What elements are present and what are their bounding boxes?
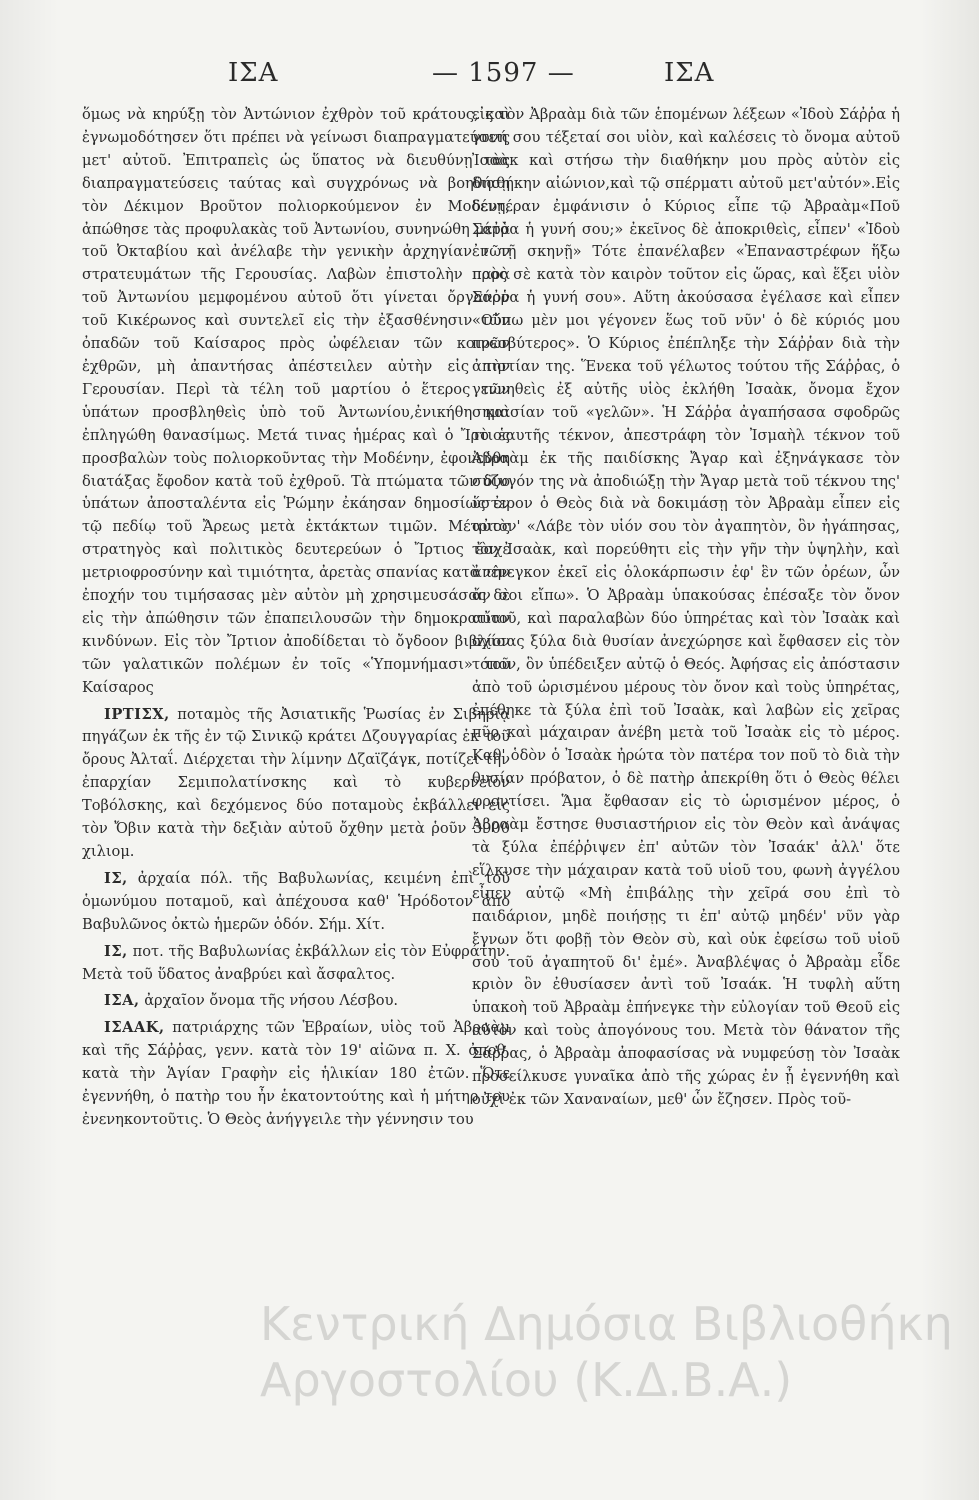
entry-headword: ΙΣ, — [104, 869, 128, 887]
page-header — [0, 58, 979, 98]
entry-headword: ΙΣΑ, — [104, 992, 140, 1010]
right-column — [472, 104, 900, 1112]
left-column — [82, 104, 510, 1132]
entry-body-text: ἀρχαία πόλ. τῆς Βαβυλωνίας, κειμένη ἐπὶ τοῦ ὁμωνύμου ποταμοῦ, καὶ ἀπέχουσα καθ' Ἡρόδοτον ἀπὸ Βαβυλῶνος ὀκτὼ ἡμερῶν ὁδόν. Σήμ. Χίτ. — [82, 869, 510, 933]
library-watermark — [260, 1296, 960, 1416]
entry-continuation-text — [82, 104, 510, 700]
watermark-line-1: Κεντρική Δημόσια Βιβλιοθήκη — [260, 1297, 953, 1351]
header-right-guide-word: ΙΣΑ — [664, 58, 715, 88]
watermark-line-2: Αργοστολίου (Κ.Δ.Β.Α.) — [260, 1353, 793, 1407]
entry-body-text: πατριάρχης τῶν Ἑβραίων, υἱὸς τοῦ Ἀβραὰμ καὶ τῆς Σάῤῥας, γενν. κατὰ τὸν 19' αἰῶνα π. Χ. ἀποθ. κατὰ τὴν Ἁγίαν Γραφὴν εἰς ἡλικίαν 180 ἐτῶν. Ὅτε ἐγεννήθη, ὁ πατὴρ του ἦν ἑκατοντούτης καὶ ἡ μήτηρ του ἐνενηκοντοῦτις. Ὁ Θεὸς ἀνήγγειλε τὴν γέννησιν του — [82, 1019, 510, 1128]
entry-body-text: εἰς τὸν Ἀβραὰμ διὰ τῶν ἑπομένων λέξεων «Ἰδοὺ Σάῤῥα ἡ γυνή σου τέξεταί σοι υἱὸν, καὶ καλέσεις τὸ ὄνομα αὐτοῦ Ἰσαὰκ καὶ στήσω τὴν διαθήκην μου πρὸς αὐτὸν εἰς διαθήκην αἰώνιον,καὶ τῷ σπέρματι αὐτοῦ μετ'αὐτόν».Εἰς δευτέραν ἐμφάνισιν ὁ Κύριος εἶπε τῷ Ἀβραὰμ«Ποῦ Σάῤῥα ἡ γυνή σου;» ἐκεῖνος δὲ ἀποκριθεὶς, εἶπεν' «Ἰδοὺ ἐν τῇ σκηνῇ» Τότε ἐπανέλαβεν «Ἐπαναστρέφων ἥξω πρὸς σὲ κατὰ τὸν καιρὸν τοῦτον εἰς ὥρας, καὶ ἕξει υἱὸν Σάῤῥα ἡ γυνή σου». Αὕτη ἀκούσασα ἐγέλασε καὶ εἶπεν «Οὔπω μὲν μοι γέγονεν ἕως τοῦ νῦν' ὁ δὲ κύριός μου πρεσβύτερος». Ὁ Κύριος ἐπέπληξε τὴν Σάῤῥαν διὰ τὴν ἀπιστίαν της. Ἕνεκα τοῦ γέλωτος τούτου τῆς Σάῤῥας, ὁ γεννηθεὶς ἐξ αὐτῆς υἱὸς ἐκλήθη Ἰσαὰκ, ὄνομα ἔχον σημασίαν τοῦ «γελῶν». Ἡ Σάῤῥα ἀγαπήσασα σφοδρῶς τὸ ἑαυτῆς τέκνον, ἀπεστράφη τὸν Ἰσμαὴλ τέκνον τοῦ Ἀβραὰμ ἐκ τῆς παιδίσκης Ἄγαρ καὶ ἐξηνάγκασε τὸν σύζυγόν της νὰ ἀποδιώξῃ τὴν Ἄγαρ μετὰ τοῦ τέκνου της' ὕστερον ὁ Θεὸς διὰ νὰ δοκιμάσῃ τὸν Ἀβραὰμ εἶπεν εἰς αὐτὸν' «Λάβε τὸν υἱόν σου τὸν ἀγαπητὸν, ὃν ἠγάπησας, τὸν Ἰσαὰκ, καὶ πορεύθητι εἰς τὴν γῆν τὴν ὑψηλὴν, καὶ ἀνένεγκον ἐκεῖ εἰς ὁλοκάρπωσιν ἐφ' ἓν τῶν ὀρέων, ὧν ἄν σοι εἴπω». Ὁ Ἀβραὰμ ὑπακούσας ἐπέσαξε τὸν ὄνον αὐτοῦ, καὶ παραλαβὼν δύο ὑπηρέτας καὶ τὸν Ἰσαὰκ καὶ σχίσας ξύλα διὰ θυσίαν ἀνεχώρησε καὶ ἔφθασεν εἰς τὸν τόπον, ὃν ὑπέδειξεν αὐτῷ ὁ Θεός. Ἀφήσας εἰς ἀπόστασιν ἀπὸ τοῦ ὡρισμένου μέρους τὸν ὄνον καὶ τοὺς ὑπηρέτας, ἐπέθηκε τὰ ξύλα ἐπὶ τοῦ Ἰσαὰκ, καὶ λαβὼν εἰς χεῖρας πῦρ καὶ μάχαιραν ἀνέβη μετὰ τοῦ Ἰσαὰκ εἰς τὸ μέρος. Καθ' ὁδὸν ὁ Ἰσαὰκ ἠρώτα τὸν πατέρα τον ποῦ τὸ διὰ τὴν θυσίαν πρόβατον, ὁ δὲ πατὴρ ἀπεκρίθη ὅτι ὁ Θεὸς θέλει φροντίσει. Ἅμα ἔφθασαν εἰς τὸ ὡρισμένον μέρος, ὁ Ἀβραὰμ ἔστησε θυσιαστήριον εἰς τὸν Θεὸν καὶ ἀνάψας τὰ ξύλα ἐπέῤῥιψεν ἐπ' αὐτῶν τὸν Ἰσαάκ' ἀλλ' ὅτε εἵλκυσε τὴν μάχαιραν κατὰ τοῦ υἱοῦ του, φωνὴ ἀγγέλου εἶπεν αὐτῷ «Μὴ ἐπιβάλῃς τὴν χεῖρά σου ἐπὶ τὸ παιδάριον, μηδὲ ποιήσῃς τι ἐπ' αὐτῷ μηδέν' νῦν γὰρ ἔγνων ὅτι φοβῇ τὸν Θεὸν σὺ, καὶ οὐκ ἐφείσω τοῦ υἱοῦ σου τοῦ ἀγαπητοῦ δι' ἐμέ». Ἀναβλέψας ὁ Ἀβραὰμ εἶδε κριὸν ὃν ἐθυσίασεν ἀντὶ τοῦ Ἰσαάκ. Ἡ τυφλὴ αὕτη ὑπακοὴ τοῦ Ἀβραὰμ ἐπήνεγκε τὴν εὐλογίαν τοῦ Θεοῦ εἰς αὐτὸν καὶ τοὺς ἀπογόνους του. Μετὰ τὸν θάνατον τῆς Σάῤῥας, ὁ Ἀβραὰμ ἀποφασίσας νὰ νυμφεύσῃ τὸν Ἰσαὰκ προσείλκυσε γυναῖκα ἀπὸ τῆς χώρας ἐν ᾗ ἐγεννήθη καὶ οὐχὶ ἐκ τῶν Χαναναίων, μεθ' ὧν ἔζησεν. Πρὸς τοῦ- — [472, 106, 900, 1108]
header-left-guide-word: ΙΣΑ — [228, 58, 279, 88]
entry-headword: ΙΣ, — [104, 942, 128, 960]
dictionary-entry — [82, 990, 510, 1013]
entry-continuation-text — [472, 104, 900, 1112]
entry-body-text: ποταμὸς τῆς Ἀσιατικῆς Ῥωσίας ἐν Σιβηρίᾳ πηγάζων ἐκ τῆς ἐν τῷ Σινικῷ κράτει Δζουγγαρίας ἐκ τοῦ ὄρους Ἀλταΐ. Διέρχεται τὴν λίμνην Δζαϊζάγκ, ποτίζει τὴν ἐπαρχίαν Σεμιπολατίνσκης καὶ τὸ κυβερνεῖον Τοβόλσκης, καὶ δεχόμενος δύο ποταμοὺς ἐκβάλλει εἰς τὸν Ὄβιν κατὰ τὴν δεξιὰν αὐτοῦ ὄχθην μετὰ ῥοῦν 3900 χιλιομ. — [82, 705, 510, 860]
dictionary-entry — [82, 941, 510, 987]
page-number: — 1597 — — [432, 58, 575, 88]
entry-headword: ΙΡΤΙΣΧ, — [104, 705, 170, 723]
entry-headword: ΙΣΑΑΚ, — [104, 1019, 165, 1037]
dictionary-entry — [82, 868, 510, 937]
entry-body-text: ἀρχαῖον ὄνομα τῆς νήσου Λέσβου. — [139, 992, 399, 1010]
dictionary-entry — [82, 704, 510, 864]
entry-body-text: ποτ. τῆς Βαβυλωνίας ἐκβάλλων εἰς τὸν Εὐφράτην. Μετὰ τοῦ ὕδατος ἀναβρύει καὶ ἄσφαλτος. — [82, 942, 510, 983]
entry-body-text: ὅμως νὰ κηρύξῃ τὸν Ἀντώνιον ἐχθρὸν τοῦ κράτους, καὶ ἐγνωμοδότησεν ὅτι πρέπει νὰ γείνωσι διαπραγματεύσεις μετ' αὐτοῦ. Ἐπιτραπεὶς ὡς ὕπατος νὰ διευθύνῃ τὰς διαπραγματεύσεις ταύτας καὶ συγχρόνως νὰ βοηθήσῃ τὸν Δέκιμον Βροῦτον πολιορκούμενον ἐν Μοδένῃ, ἀπώθησε τὰς προφυλακὰς τοῦ Ἀντωνίου, συνηνώθη μετὰ τοῦ Ὀκταβίου καὶ ἀνέλαβε τὴν γενικὴν ἀρχηγίαν τῶν στρατευμάτων τῆς Γερουσίας. Λαβὼν ἐπιστολὴν παρὰ τοῦ Ἀντωνίου μεμφομένου αὐτοῦ ὅτι γίνεται ὄργανον τοῦ Κικέρωνος καὶ συντελεῖ εἰς τὴν ἐξασθένησιν τῶν ὀπαδῶν τοῦ Καίσαρος πρὸς ὠφέλειαν τῶν κοινῶν ἐχθρῶν, μὴ ἀπαντήσας ἀπέστειλεν αὐτὴν εἰς τὴν Γερουσίαν. Περὶ τὰ τέλη τοῦ μαρτίου ὁ ἕτερος τῶν ὑπάτων προσβληθεὶς ὑπὸ τοῦ Ἀντωνίου,ἐνικήθη καὶ ἐπληγώθη θανασίμως. Μετά τινας ἡμέρας καὶ ὁ Ἴρτιος προσβαλὼν τοὺς πολιορκοῦντας τὴν Μοδένην, ἐφονεύθη διατάξας ἔφοδον κατὰ τοῦ ἐχθροῦ. Τὰ πτώματα τῶν δύο ὑπάτων ἀποσταλέντα εἰς Ῥώμην ἐκάησαν δημοσίως ἐν τῷ πεδίῳ τοῦ Ἄρεως μετὰ ἐκτάκτων τιμῶν. Μέτριος στρατηγὸς καὶ πολιτικὸς δευτερεύων ὁ Ἴρτιος ἔσχε μετριοφροσύνην καὶ τιμιότητα, ἀρετὰς σπανίας κατὰ τὴν ἐποχήν του τιμήσασας μὲν αὐτὸν μὴ χρησιμευσάσας δὲ εἰς τὴν ἀπώθησιν τῶν ἐπαπειλουσῶν τὴν δημοκρατίαν κινδύνων. Εἰς τὸν Ἴρτιον ἀποδίδεται τὸ ὄγδοον βιβλίον τῶν γαλατικῶν πολέμων ἐν τοῖς «Ὑπομνήμασι» τοῦ Καίσαρος — [82, 106, 510, 696]
dictionary-entry — [82, 1017, 510, 1132]
